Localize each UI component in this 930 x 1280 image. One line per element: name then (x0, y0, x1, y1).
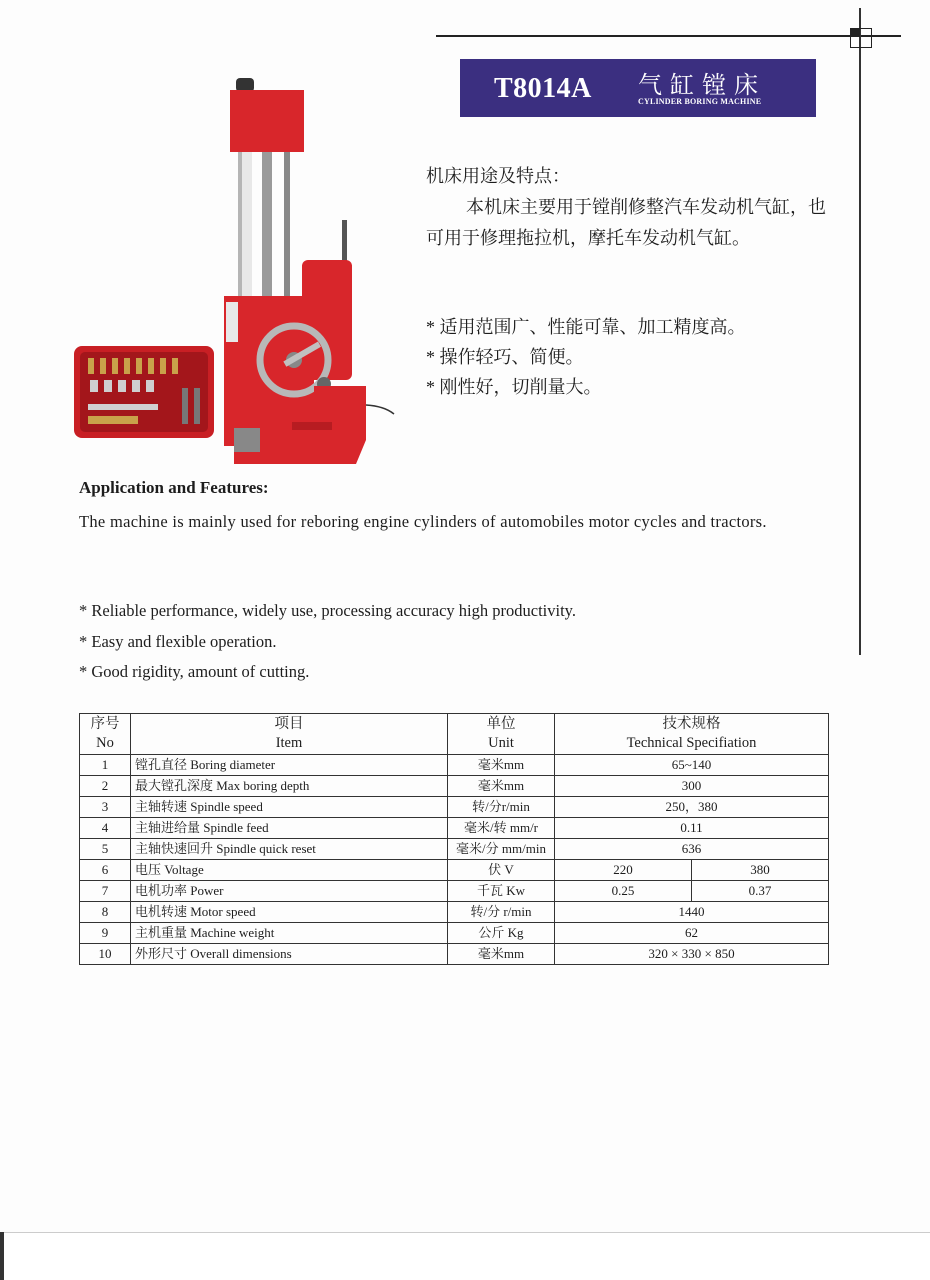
row-unit: 毫米/分 mm/min (448, 839, 555, 860)
table-row (80, 839, 829, 860)
row-value: 62 (555, 923, 829, 944)
row-no: 7 (80, 881, 131, 902)
table-row (80, 881, 829, 902)
row-item: 主轴进给量 Spindle feed (131, 818, 448, 839)
table-row (80, 902, 829, 923)
boring-machine-image (224, 78, 394, 464)
top-rule (436, 35, 901, 37)
crop-mark-fill (850, 28, 860, 37)
row-value: 65~140 (555, 755, 829, 776)
row-item: 最大镗孔深度 Max boring depth (131, 776, 448, 797)
header-spec: 技术规格 Technical Specifiation (555, 714, 829, 755)
row-value: 250，380 (555, 797, 829, 818)
right-rule (859, 8, 861, 655)
row-value: 636 (555, 839, 829, 860)
table-row (80, 797, 829, 818)
row-item: 主轴转速 Spindle speed (131, 797, 448, 818)
table-row (80, 776, 829, 797)
row-unit: 伏 V (448, 860, 555, 881)
machine-photo (66, 70, 406, 470)
en-bullet: * Good rigidity, amount of cutting. (79, 662, 310, 681)
title-english: CYLINDER BORING MACHINE (638, 97, 762, 106)
row-unit: 毫米mm (448, 755, 555, 776)
cn-bullet: * 操作轻巧、简便。 (426, 347, 584, 367)
row-unit: 转/分 r/min (448, 902, 555, 923)
title-banner (460, 59, 816, 117)
en-bullet: * Easy and flexible operation. (79, 631, 277, 651)
row-no: 1 (80, 755, 131, 776)
table-row (80, 860, 829, 881)
row-no: 8 (80, 902, 131, 923)
row-item: 外形尺寸 Overall dimensions (131, 944, 448, 965)
header-item: 项目 Item (131, 714, 448, 755)
table-row (80, 923, 829, 944)
row-item: 主轴快速回升 Spindle quick reset (131, 839, 448, 860)
title-chinese: 气缸镗床 (638, 73, 766, 99)
en-features-list (79, 596, 576, 688)
row-unit: 千瓦 Kw (448, 881, 555, 902)
table-row (80, 818, 829, 839)
page-bottom-edge (0, 1232, 930, 1280)
model-number: T8014A (494, 73, 592, 104)
cn-bullet: * 适用范围广、性能可靠、加工精度高。 (426, 317, 746, 337)
en-features-paragraph: The machine is mainly used for reboring engine cylinders of automobiles motor cycles and tractors. (79, 512, 767, 531)
row-no: 5 (80, 839, 131, 860)
row-item: 主机重量 Machine weight (131, 923, 448, 944)
en-bullet: * Reliable performance, widely use, processing accuracy high productivity. (79, 601, 576, 620)
row-unit: 毫米mm (448, 944, 555, 965)
page-bottom-line (0, 1232, 930, 1233)
row-unit: 毫米mm (448, 776, 555, 797)
row-item: 电机转速 Motor speed (131, 902, 448, 923)
row-no: 10 (80, 944, 131, 965)
table-row (80, 944, 829, 965)
cn-bullet: * 刚性好，切削量大。 (426, 377, 602, 397)
cn-features-list (426, 312, 746, 402)
cn-features-heading: 机床用途及特点： (426, 166, 570, 187)
row-value-a: 0.25 (555, 881, 692, 902)
tool-case-image (74, 346, 214, 438)
row-unit: 转/分r/min (448, 797, 555, 818)
en-features-heading: Application and Features: (79, 478, 269, 497)
cn-features-paragraph: 本机床主要用于镗削修整汽车发动机气缸，也可用于修理拖拉机，摩托车发动机气缸。 (426, 197, 826, 248)
row-item: 电机功率 Power (131, 881, 448, 902)
row-no: 2 (80, 776, 131, 797)
row-no: 4 (80, 818, 131, 839)
spec-table (79, 713, 829, 965)
row-no: 9 (80, 923, 131, 944)
row-unit: 毫米/转 mm/r (448, 818, 555, 839)
row-unit: 公斤 Kg (448, 923, 555, 944)
header-no: 序号 No (80, 714, 131, 755)
row-value: 300 (555, 776, 829, 797)
row-value-b: 0.37 (692, 881, 829, 902)
row-value: 1440 (555, 902, 829, 923)
row-no: 3 (80, 797, 131, 818)
table-row (80, 755, 829, 776)
row-value-a: 220 (555, 860, 692, 881)
row-value: 0.11 (555, 818, 829, 839)
header-unit: 单位 Unit (448, 714, 555, 755)
row-value-b: 380 (692, 860, 829, 881)
table-header-row (80, 714, 829, 755)
row-item: 电压 Voltage (131, 860, 448, 881)
row-item: 镗孔直径 Boring diameter (131, 755, 448, 776)
row-value: 320 × 330 × 850 (555, 944, 829, 965)
row-no: 6 (80, 860, 131, 881)
page-left-edge (0, 1232, 4, 1280)
